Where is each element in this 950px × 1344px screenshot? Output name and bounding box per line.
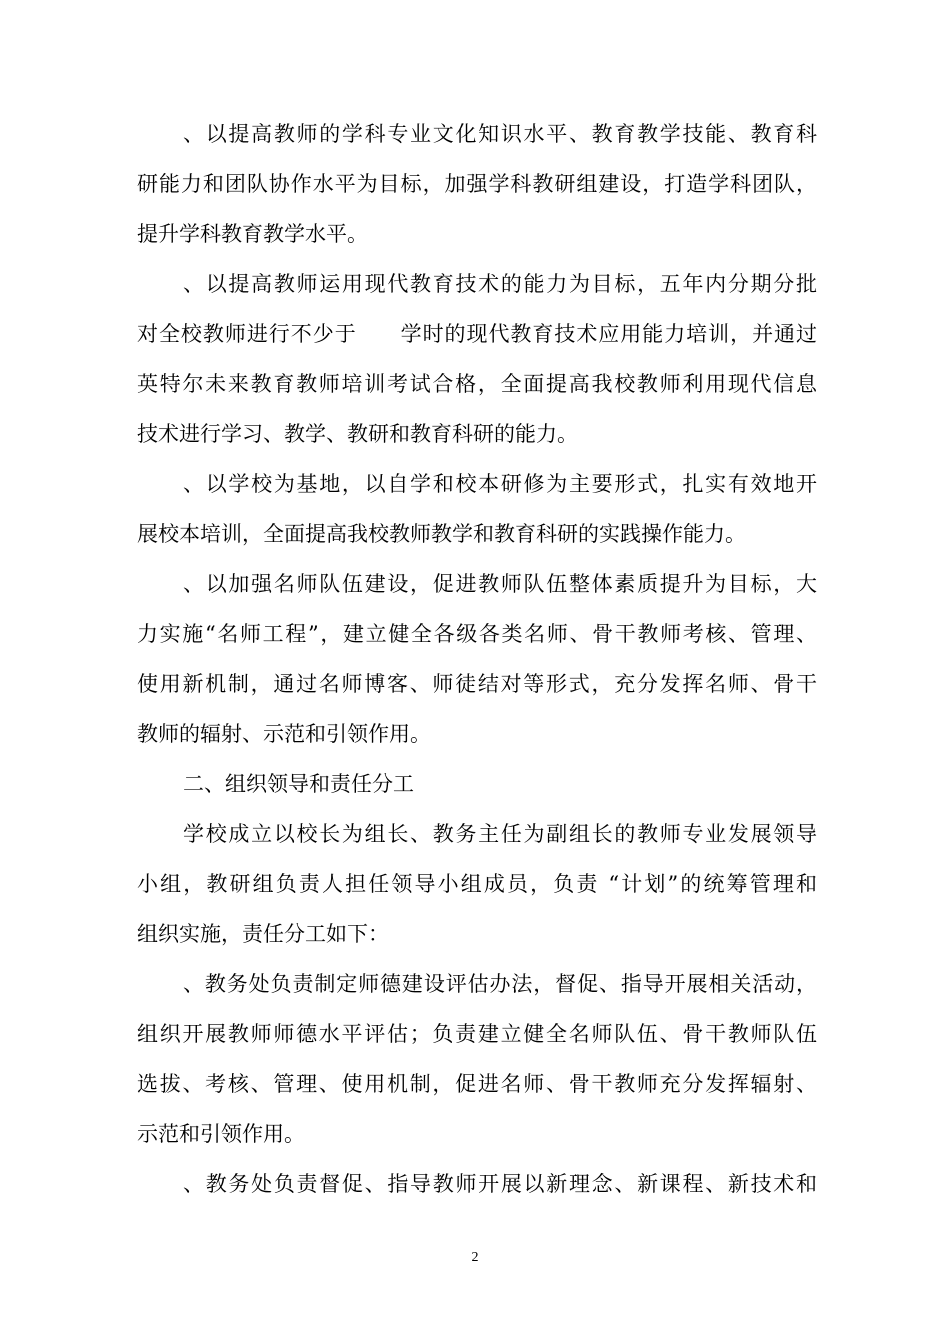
text-line: 展校本培训，全面提高我校教师教学和教育科研的实践操作能力。 bbox=[137, 522, 746, 546]
text-line: 学校成立以校长为组长、教务主任为副组长的教师专业发展领导 bbox=[183, 822, 817, 846]
text-line: 提升学科教育教学水平。 bbox=[137, 222, 368, 246]
text-line: 示范和引领作用。 bbox=[137, 1122, 305, 1146]
text-line: 组织实施，责任分工如下： bbox=[137, 922, 389, 946]
text-line: 使用新机制，通过名师博客、师徒结对等形式，充分发挥名师、骨干 bbox=[137, 672, 817, 696]
text-line: 组织开展教师师德水平评估；负责建立健全名师队伍、骨干教师队伍 bbox=[137, 1022, 817, 1046]
text-line: 、以加强名师队伍建设，促进教师队伍整体素质提升为目标，大 bbox=[183, 572, 817, 596]
text-line: 技术进行学习、教学、教研和教育科研的能力。 bbox=[137, 422, 578, 446]
text-line: 、以学校为基地，以自学和校本研修为主要形式，扎实有效地开 bbox=[183, 472, 817, 496]
text-line: 、以提高教师运用现代教育技术的能力为目标，五年内分期分批 bbox=[183, 272, 817, 296]
text-line: 教师的辐射、示范和引领作用。 bbox=[137, 722, 431, 746]
text-line: 力实施“名师工程”，建立健全各级各类名师、骨干教师考核、管理、 bbox=[137, 622, 817, 646]
text-line: 英特尔未来教育教师培训考试合格，全面提高我校教师利用现代信息 bbox=[137, 372, 817, 396]
page-number: 2 bbox=[471, 1250, 479, 1265]
text-line: 、以提高教师的学科专业文化知识水平、教育教学技能、教育科 bbox=[183, 122, 817, 146]
text-line: 研能力和团队协作水平为目标，加强学科教研组建设，打造学科团队， bbox=[137, 172, 817, 196]
text-line: 、教务处负责督促、指导教师开展以新理念、新课程、新技术和 bbox=[183, 1172, 817, 1196]
text-line: 选拔、考核、管理、使用机制，促进名师、骨干教师充分发挥辐射、 bbox=[137, 1072, 817, 1096]
text-line: 、教务处负责制定师德建设评估办法，督促、指导开展相关活动， bbox=[183, 972, 817, 996]
text-line: 小组，教研组负责人担任领导小组成员，负责 “计划”的统筹管理和 bbox=[137, 872, 817, 896]
section-heading: 二、组织领导和责任分工 bbox=[183, 772, 414, 796]
text-line: 对全校教师进行不少于 学时的现代教育技术应用能力培训，并通过 bbox=[137, 322, 817, 346]
